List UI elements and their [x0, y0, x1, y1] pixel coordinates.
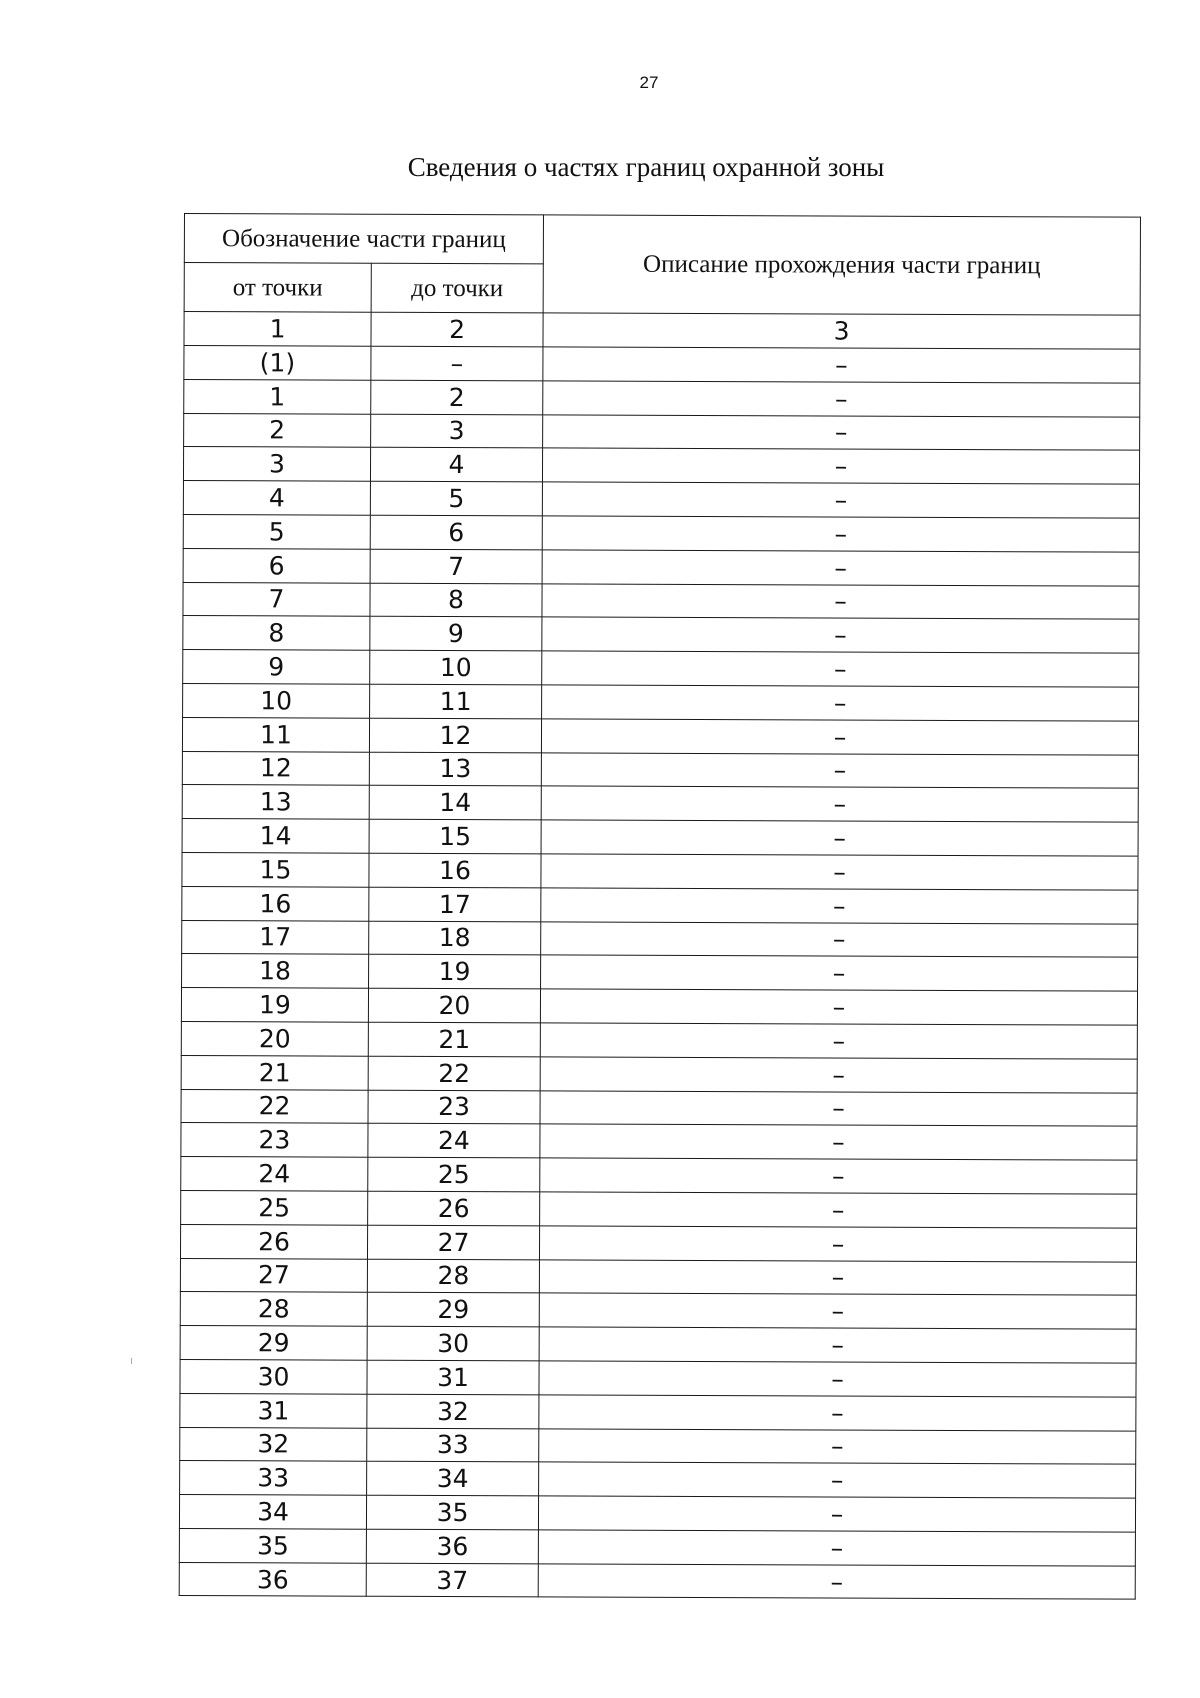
description-cell: – — [538, 1530, 1135, 1566]
to-point-cell: 28 — [367, 1259, 539, 1293]
table-body — [179, 312, 1140, 1600]
table-row — [180, 1224, 1136, 1261]
to-point-cell: 5 — [370, 481, 542, 515]
description-cell: – — [542, 685, 1139, 721]
description-cell: – — [540, 1124, 1137, 1160]
column-number-row — [184, 312, 1140, 350]
boundary-description-header: Описание прохождения части границ — [543, 215, 1140, 315]
description-cell: – — [541, 820, 1138, 856]
table-row — [182, 920, 1138, 957]
boundary-parts-table — [179, 213, 1141, 1600]
table-row — [180, 1359, 1136, 1396]
description-cell: – — [541, 854, 1138, 890]
description-cell: – — [538, 1564, 1135, 1600]
from-point-cell: 33 — [180, 1461, 367, 1496]
description-cell: – — [542, 482, 1139, 518]
from-point-cell: (1) — [184, 346, 371, 381]
from-point-cell: 27 — [180, 1258, 367, 1293]
table-row — [181, 1190, 1137, 1227]
from-point-cell: 19 — [181, 988, 368, 1023]
table-row — [182, 886, 1138, 923]
to-point-cell: 34 — [367, 1462, 539, 1496]
description-cell: – — [541, 921, 1138, 957]
description-cell: – — [539, 1293, 1136, 1329]
to-point-cell: 4 — [370, 448, 542, 482]
from-point-cell: 14 — [182, 819, 369, 854]
to-point-cell: 9 — [370, 617, 542, 651]
description-cell: – — [540, 1057, 1137, 1093]
boundary-designation-header: Обозначение части границ — [184, 214, 543, 264]
to-point-cell: 6 — [370, 515, 542, 549]
from-point-cell: 36 — [179, 1562, 366, 1597]
from-point-cell: 35 — [179, 1528, 366, 1563]
table-row — [180, 1427, 1136, 1464]
description-cell: – — [539, 1462, 1136, 1498]
from-point-cell: 9 — [183, 650, 370, 685]
table-row — [179, 1562, 1135, 1599]
from-point-cell: 10 — [183, 683, 370, 718]
description-cell: – — [542, 583, 1139, 619]
to-point-cell: 15 — [369, 819, 541, 853]
table-row — [184, 413, 1140, 450]
to-point-cell: 19 — [369, 955, 541, 989]
table-row — [181, 1089, 1137, 1126]
description-cell: – — [538, 1496, 1135, 1532]
description-cell: – — [541, 786, 1138, 822]
to-point-cell: 32 — [367, 1394, 539, 1428]
to-point-cell: 31 — [367, 1360, 539, 1394]
table-row — [180, 1292, 1136, 1329]
table-row — [179, 1495, 1135, 1532]
from-point-cell: 13 — [182, 785, 369, 820]
description-cell: – — [540, 989, 1137, 1025]
from-point-cell: 15 — [182, 852, 369, 887]
to-point-cell: 2 — [371, 380, 543, 414]
description-cell: – — [539, 1395, 1136, 1431]
to-point-cell: 20 — [368, 988, 540, 1022]
to-point-cell: 13 — [369, 752, 541, 786]
description-cell: – — [541, 719, 1138, 755]
to-point-cell: 10 — [370, 650, 542, 684]
to-point-cell: 8 — [370, 583, 542, 617]
from-point-cell: 12 — [182, 751, 369, 786]
table-row — [180, 1326, 1136, 1363]
from-point-header: от точки — [184, 263, 371, 313]
from-point-cell: 31 — [180, 1393, 367, 1428]
from-point-cell: 26 — [180, 1224, 367, 1259]
to-point-cell: 12 — [369, 718, 541, 752]
table-row — [182, 751, 1138, 788]
description-cell: – — [539, 1428, 1136, 1464]
from-point-cell: 7 — [183, 582, 370, 617]
to-point-cell: 16 — [369, 853, 541, 887]
from-point-cell: 4 — [183, 481, 370, 516]
description-cell: – — [540, 1090, 1137, 1126]
table-row — [184, 379, 1140, 416]
to-point-cell: 3 — [371, 414, 543, 448]
description-cell: – — [542, 617, 1139, 653]
table-row — [183, 650, 1139, 687]
from-point-cell: 18 — [182, 954, 369, 989]
table-row — [183, 582, 1139, 619]
table-row — [183, 481, 1139, 518]
description-cell: – — [543, 347, 1140, 383]
table-row — [183, 683, 1139, 720]
to-point-cell: 35 — [366, 1495, 538, 1529]
table-row — [181, 1123, 1137, 1160]
table-row — [182, 717, 1138, 754]
column-number-3: 3 — [543, 313, 1140, 349]
table-row — [181, 1157, 1137, 1194]
from-point-cell: 34 — [179, 1495, 366, 1530]
from-point-cell: 29 — [180, 1326, 367, 1361]
to-point-cell: 30 — [367, 1326, 539, 1360]
to-point-cell: 37 — [366, 1563, 538, 1597]
from-point-cell: 3 — [183, 447, 370, 482]
to-point-cell: 27 — [367, 1225, 539, 1259]
to-point-cell: 17 — [369, 887, 541, 921]
to-point-cell: 22 — [368, 1056, 540, 1090]
description-cell: – — [542, 651, 1139, 687]
table-row — [183, 616, 1139, 653]
to-point-cell: – — [371, 346, 543, 380]
to-point-cell: 21 — [368, 1022, 540, 1056]
description-cell: – — [539, 1327, 1136, 1363]
to-point-cell: 25 — [368, 1157, 540, 1191]
from-point-cell: 2 — [184, 413, 371, 448]
to-point-header: до точки — [371, 263, 543, 313]
description-cell: – — [539, 1361, 1136, 1397]
document-title: Сведения о частях границ охранной зоны — [407, 152, 885, 182]
page-number: 27 — [639, 73, 659, 92]
table-row — [183, 514, 1139, 551]
from-point-cell: 20 — [181, 1021, 368, 1056]
to-point-cell: 26 — [368, 1191, 540, 1225]
description-cell: – — [541, 955, 1138, 991]
table-row — [183, 548, 1139, 585]
from-point-cell: 17 — [182, 920, 369, 955]
description-cell: – — [543, 381, 1140, 417]
from-point-cell: 1 — [184, 379, 371, 414]
from-point-cell: 22 — [181, 1089, 368, 1124]
table-row — [180, 1258, 1136, 1295]
from-point-cell: 8 — [183, 616, 370, 651]
description-cell: – — [540, 1023, 1137, 1059]
to-point-cell: 33 — [367, 1428, 539, 1462]
from-point-cell: 21 — [181, 1055, 368, 1090]
table-row — [181, 1021, 1137, 1058]
from-point-cell: 25 — [181, 1190, 368, 1225]
table-row — [180, 1393, 1136, 1430]
description-cell: – — [542, 448, 1139, 484]
table-row — [182, 852, 1138, 889]
from-point-cell: 30 — [180, 1359, 367, 1394]
table-row — [182, 785, 1138, 822]
from-point-cell: 5 — [183, 514, 370, 549]
table-row — [183, 447, 1139, 484]
column-number-1: 1 — [184, 312, 371, 347]
description-cell: – — [540, 1158, 1137, 1194]
from-point-cell: 28 — [180, 1292, 367, 1327]
from-point-cell: 24 — [181, 1157, 368, 1192]
to-point-cell: 29 — [367, 1293, 539, 1327]
from-point-cell: 16 — [182, 886, 369, 921]
description-cell: – — [539, 1226, 1136, 1262]
to-point-cell: 23 — [368, 1090, 540, 1124]
to-point-cell: 36 — [366, 1529, 538, 1563]
to-point-cell: 14 — [369, 786, 541, 820]
description-cell: – — [542, 516, 1139, 552]
table-row — [181, 988, 1137, 1025]
to-point-cell: 18 — [369, 921, 541, 955]
description-cell: – — [543, 414, 1140, 450]
table-row — [182, 954, 1138, 991]
from-point-cell: 32 — [180, 1427, 367, 1462]
table-row — [184, 346, 1140, 383]
table-row — [181, 1055, 1137, 1092]
from-point-cell: 11 — [182, 717, 369, 752]
to-point-cell: 7 — [370, 549, 542, 583]
to-point-cell: 24 — [368, 1124, 540, 1158]
scan-mark — [131, 1358, 132, 1364]
description-cell: – — [540, 1192, 1137, 1228]
description-cell: – — [541, 888, 1138, 924]
description-cell: – — [541, 752, 1138, 788]
table-row — [180, 1461, 1136, 1498]
description-cell: – — [539, 1259, 1136, 1295]
description-cell: – — [542, 550, 1139, 586]
column-number-2: 2 — [371, 312, 543, 347]
to-point-cell: 11 — [370, 684, 542, 718]
table-row — [182, 819, 1138, 856]
from-point-cell: 6 — [183, 548, 370, 583]
table-row — [179, 1528, 1135, 1565]
from-point-cell: 23 — [181, 1123, 368, 1158]
